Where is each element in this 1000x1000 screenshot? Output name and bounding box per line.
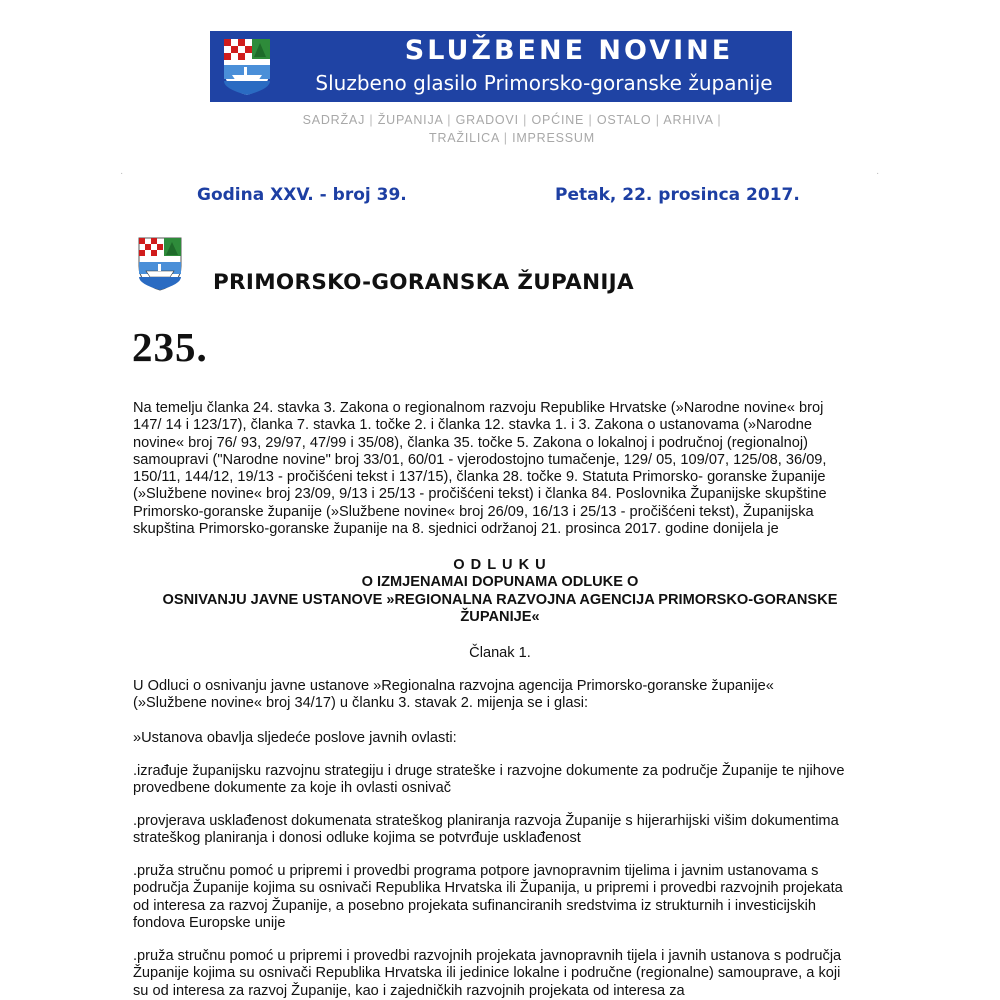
- county-crest-icon: [220, 35, 274, 97]
- nav-item-zupanija[interactable]: ŽUPANIJA: [377, 113, 443, 127]
- nav-separator: |: [588, 113, 593, 127]
- decision-line-3: ŽUPANIJE«: [460, 608, 540, 625]
- county-crest-icon: [136, 235, 184, 292]
- nav-item-ostalo[interactable]: OSTALO: [596, 113, 652, 127]
- masthead-banner: [210, 31, 792, 102]
- list-item: .pruža stručnu pomoć u pripremi i provedbi razvojnih projekata javnopravnih tijela i javnih ustanova s područja Županije kojima su osnivači Republika Hrvatska ili jedinice lokalne i područne (regionalne) samouprave, a koji su od interesa za razvoj Županije, kao i zajedničkih razvojnih projekata od interesa za: [133, 948, 842, 999]
- scan-speck: ·: [876, 168, 880, 179]
- list-item: .izrađuje županijsku razvojnu strategiju i druge strateške i razvojne dokumente za područje Županije te njihove provedbene dokumente za koje ih ovlasti osnivač: [133, 763, 845, 797]
- nav-separator: |: [503, 131, 508, 145]
- document-number: 235.: [132, 324, 208, 370]
- list-item: .provjerava usklađenost dokumenata strateškog planiranja razvoja Županije s hijerarhijski višim dokumentima strateškog planiranja i donosi odluke kojima se potvrđuje usklađenost: [133, 813, 839, 847]
- top-navigation: [262, 111, 762, 147]
- article-heading: Članak 1.: [469, 645, 531, 661]
- decision-heading: O D L U K U: [453, 557, 547, 573]
- article-intro: U Odluci o osnivanju javne ustanove »Regionalna razvojna agencija Primorsko-goranske županije« (»Službene novine« broj 34/17) u članku 3. stavak 2. mijenja se i glasi:: [133, 678, 774, 712]
- masthead-subtitle: Sluzbeno glasilo Primorsko-goranske županije: [315, 71, 773, 95]
- nav-separator: |: [447, 113, 452, 127]
- nav-item-impressum[interactable]: IMPRESSUM: [512, 131, 595, 145]
- nav-item-trazilica[interactable]: TRAŽILICA: [429, 131, 500, 145]
- decision-line-2: OSNIVANJU JAVNE USTANOVE »REGIONALNA RAZVOJNA AGENCIJA PRIMORSKO-GORANSKE: [162, 591, 838, 608]
- decision-line-1: O IZMJENAMAI DOPUNAMA ODLUKE O: [361, 574, 639, 591]
- article-lead: »Ustanova obavlja sljedeće poslove javnih ovlasti:: [133, 730, 457, 746]
- nav-item-opcine[interactable]: OPĆINE: [531, 113, 585, 127]
- nav-separator: |: [369, 113, 374, 127]
- nav-item-arhiva[interactable]: ARHIVA: [663, 113, 714, 127]
- issue-volume: Godina XXV. - broj 39.: [197, 185, 407, 205]
- nav-separator: |: [655, 113, 660, 127]
- county-heading: PRIMORSKO-GORANSKA ŽUPANIJA: [213, 270, 634, 295]
- nav-separator: |: [523, 113, 528, 127]
- decision-title: [133, 557, 867, 626]
- masthead-title: SLUŽBENE NOVINE: [404, 35, 734, 66]
- issue-date: Petak, 22. prosinca 2017.: [555, 185, 800, 205]
- preamble-paragraph: Na temelju članka 24. stavka 3. Zakona o regionalnom razvoju Republike Hrvatske (»Narodne novine« broj 147/ 14 i 123/17), članka 7. stavka 1. točke 2. i članka 12. stavka 1. i 3. Zakona o ustanovama (»Narodne novine« broj 76/ 93, 29/97, 47/99 i 35/08), članka 35. točke 5. Zakona o lokalnoj i područnoj (regionalnoj) samoupravi ("Narodne novine" broj 33/01, 60/01 - vjerodostojno tumačenje, 129/ 05, 109/07, 125/08, 36/09, 150/11, 144/12, 19/13 - pročišćeni tekst i 137/15), članka 28. točke 9. Statuta Primorsko- goranske županije (»Službene novine« broj 23/09, 9/13 i 25/13 - pročišćeni tekst) i članka 84. Poslovnika Županijske skupštine Primorsko-goranske županije (»Službene novine« broj 26/09, 16/13 i 25/13 - pročišćeni tekst), Županijska skupština Primorsko-goranske županije na 8. sjednici održanoj 21. prosinca 2017. godine donijela je: [133, 400, 827, 538]
- scan-speck: ·: [120, 168, 124, 179]
- nav-separator: |: [717, 113, 722, 127]
- nav-item-gradovi[interactable]: GRADOVI: [455, 113, 519, 127]
- nav-item-sadrzaj[interactable]: SADRŽAJ: [302, 113, 366, 127]
- list-item: .pruža stručnu pomoć u pripremi i provedbi programa potpore javnopravnim tijelima i javnim ustanovama s područja Županije kojima su osnivači Republika Hrvatska ili Županija, u pripremi i provedbi razvojnih projekata od interesa za razvoj Županije, a posebno projekata sufinanciranih sredstvima iz strukturnih i investicijskih fondova Europske unije: [133, 863, 843, 931]
